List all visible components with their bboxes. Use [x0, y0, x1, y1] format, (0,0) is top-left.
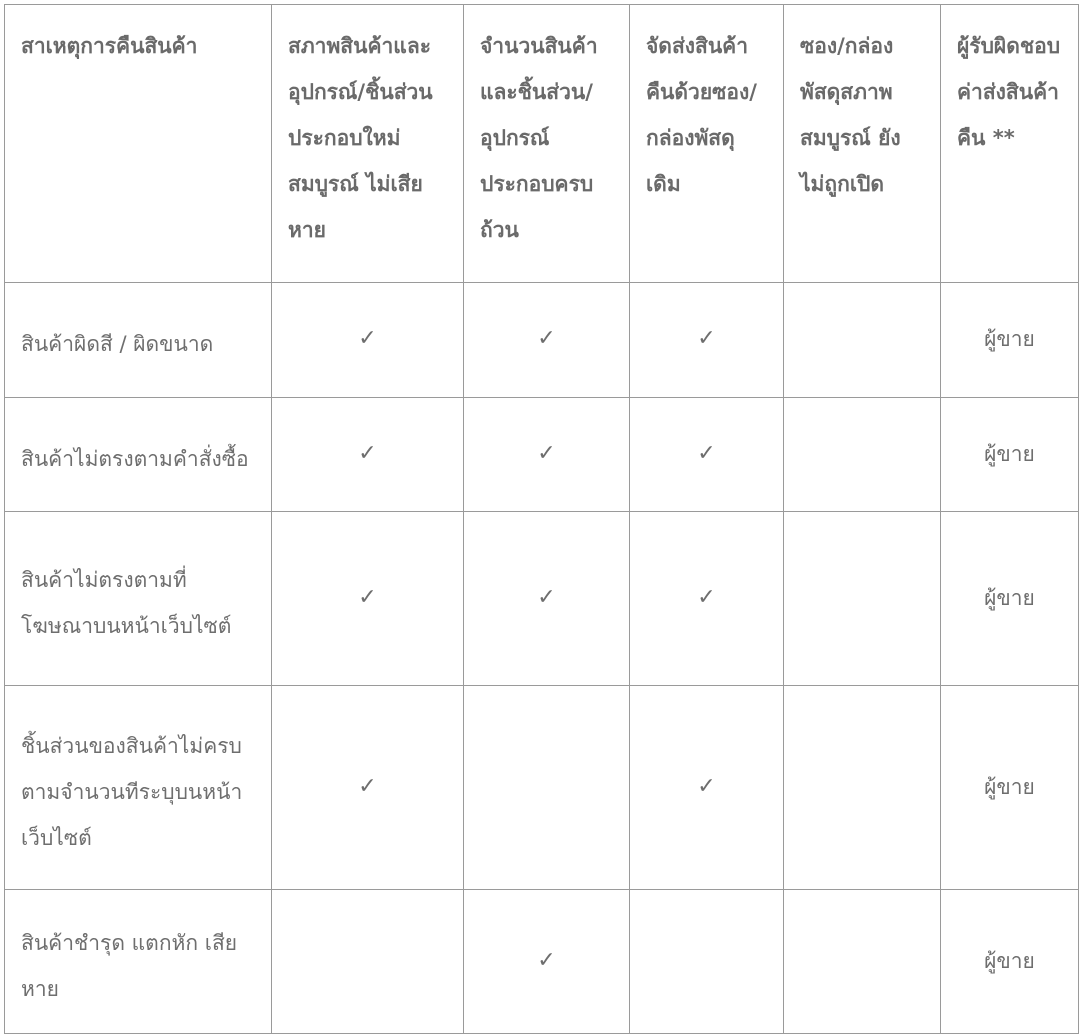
empty-mark-cell — [784, 512, 941, 686]
payer-cell: ผู้ขาย — [941, 283, 1079, 398]
header-return-reason: สาเหตุการคืนสินค้า — [5, 5, 272, 283]
check-icon: ✓ — [630, 686, 784, 890]
check-icon: ✓ — [464, 890, 630, 1034]
check-icon: ✓ — [464, 283, 630, 398]
header-original-packaging: จัดส่งสินค้าคืนด้วยซอง/กล่องพัสดุเดิม — [630, 5, 784, 283]
table-row — [5, 398, 1079, 512]
payer-cell: ผู้ขาย — [941, 512, 1079, 686]
check-icon: ✓ — [464, 398, 630, 512]
table-row — [5, 890, 1079, 1034]
empty-mark-cell — [464, 686, 630, 890]
check-icon: ✓ — [272, 398, 464, 512]
table-row — [5, 686, 1079, 890]
return-conditions-table — [4, 4, 1079, 1034]
check-icon: ✓ — [464, 512, 630, 686]
payer-cell: ผู้ขาย — [941, 686, 1079, 890]
empty-mark-cell — [630, 890, 784, 1034]
check-icon: ✓ — [630, 512, 784, 686]
empty-mark-cell — [784, 283, 941, 398]
empty-mark-cell — [784, 686, 941, 890]
check-icon: ✓ — [272, 512, 464, 686]
table-header — [5, 5, 1079, 283]
table-row — [5, 283, 1079, 398]
check-icon: ✓ — [272, 283, 464, 398]
empty-mark-cell — [784, 890, 941, 1034]
header-row — [5, 5, 1079, 283]
header-quantity-complete: จำนวนสินค้าและชิ้นส่วน/อุปกรณ์ประกอบครบถ้วน — [464, 5, 630, 283]
return-reason-cell: สินค้าไม่ตรงตามที่โฆษณาบนหน้าเว็บไซต์ — [5, 512, 272, 686]
payer-cell: ผู้ขาย — [941, 398, 1079, 512]
header-package-unopened: ซอง/กล่องพัสดุสภาพสมบูรณ์ ยังไม่ถูกเปิด — [784, 5, 941, 283]
return-reason-cell: สินค้าชำรุด แตกหัก เสียหาย — [5, 890, 272, 1034]
header-product-condition: สภาพสินค้าและอุปกรณ์/ชิ้นส่วนประกอบใหม่ สมบูรณ์ ไม่เสียหาย — [272, 5, 464, 283]
header-shipping-cost-payer: ผู้รับผิดชอบค่าส่งสินค้าคืน ** — [941, 5, 1079, 283]
check-icon: ✓ — [272, 686, 464, 890]
return-reason-cell: สินค้าไม่ตรงตามคำสั่งซื้อ — [5, 398, 272, 512]
check-icon: ✓ — [630, 283, 784, 398]
return-reason-cell: สินค้าผิดสี / ผิดขนาด — [5, 283, 272, 398]
empty-mark-cell — [784, 398, 941, 512]
payer-cell: ผู้ขาย — [941, 890, 1079, 1034]
table-body — [5, 283, 1079, 1034]
table-row — [5, 512, 1079, 686]
return-reason-cell: ชิ้นส่วนของสินค้าไม่ครบตามจำนวนทีระบุบนหน้าเว็บไซต์ — [5, 686, 272, 890]
empty-mark-cell — [272, 890, 464, 1034]
check-icon: ✓ — [630, 398, 784, 512]
